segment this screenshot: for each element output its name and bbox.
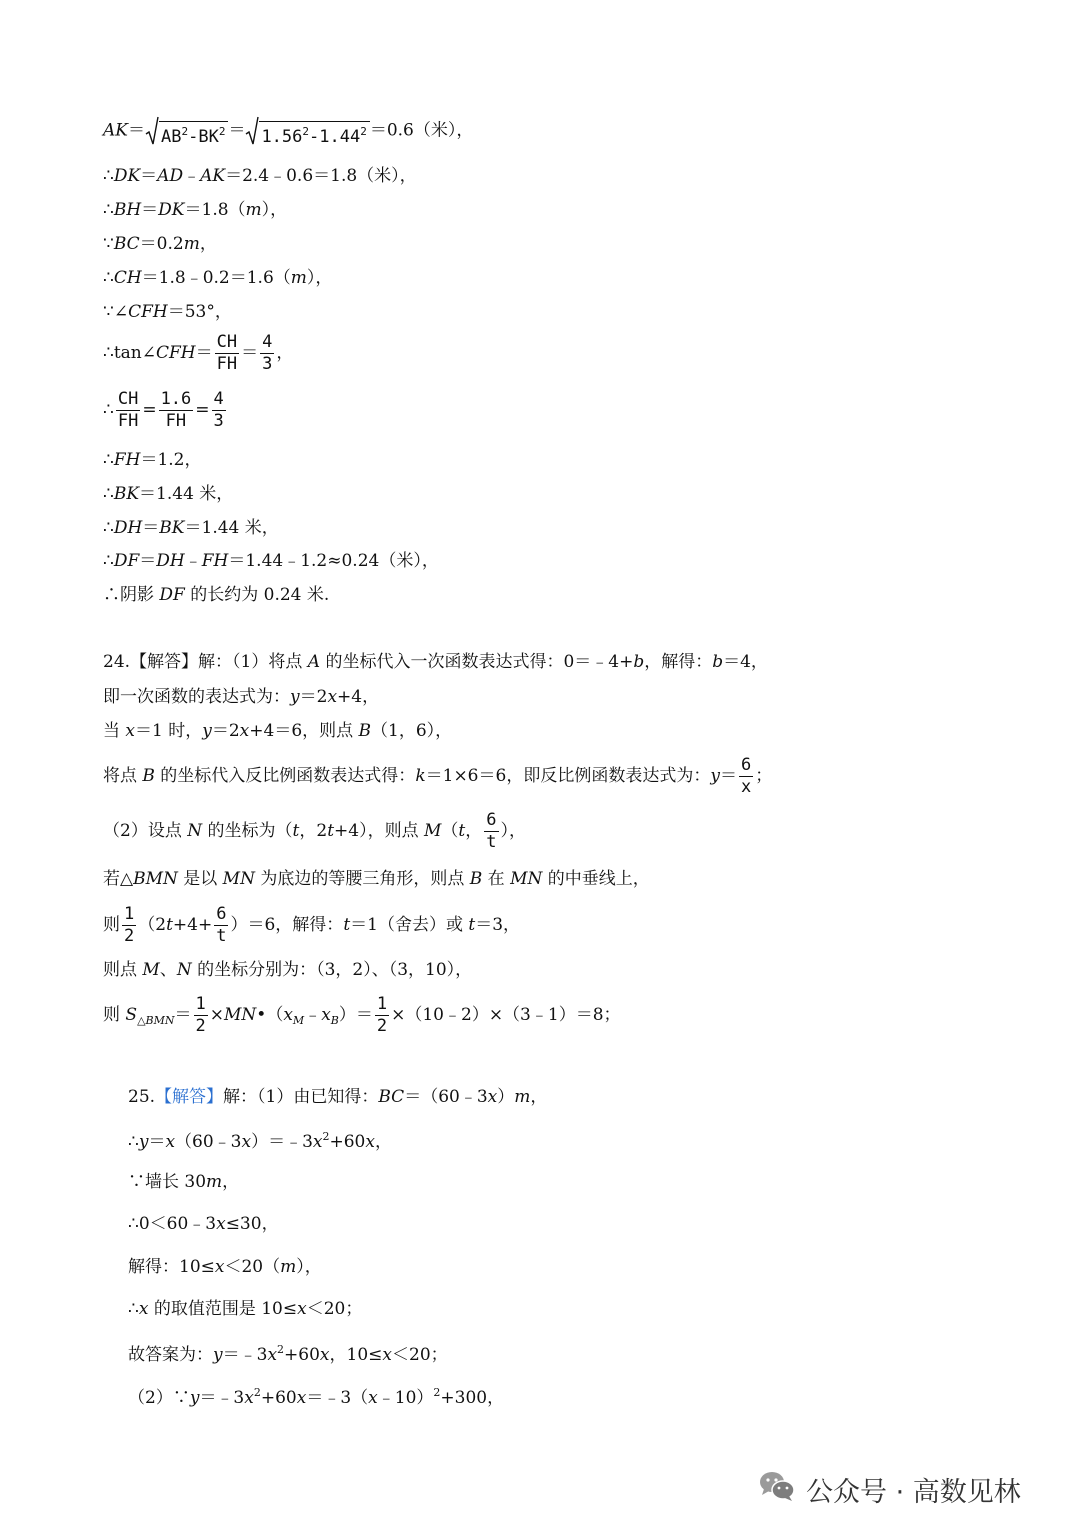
fraction-1.6-fh: $\frac{1.6}{FH}$ bbox=[160, 389, 192, 431]
eq-dk: ∴DK＝AD﹣AK＝2.4﹣0.6＝1.8（米）， bbox=[103, 166, 417, 186]
conclusion-df: ∴阴影 DF 的长约为 0.24 米. bbox=[103, 585, 330, 605]
q24-line2: 即一次函数的表达式为：y＝2x+4， bbox=[103, 687, 380, 707]
watermark bbox=[758, 1470, 1021, 1509]
q25-line7: 故答案为：$y=﹣3x^2+60x$，10≤x＜20； bbox=[128, 1343, 448, 1365]
eq-angle-cfh: ∵∠CFH＝53°， bbox=[103, 302, 232, 322]
q25-line1: 25.【解答】解：（1）由已知得：BC＝（60﹣3x）m， bbox=[128, 1087, 548, 1107]
eq-ak: AK＝ $AB^2-BK^2$ ＝ 1.56$^2$-1.44$^2$ ＝0.6（米）， bbox=[103, 116, 473, 146]
watermark-text: 公众号 · 高数见林 bbox=[806, 1477, 1021, 1508]
fraction-4-3-2: $\frac{4}{3}$ bbox=[213, 389, 224, 431]
eq-df: ∴DF＝DH﹣FH＝1.44﹣1.2≈0.24（米）， bbox=[103, 551, 439, 571]
q25-line5: 解得：10≤x＜20（m）， bbox=[128, 1257, 322, 1277]
q24-line5: （2）设点 N 的坐标为（t，2t+4），则点 M（t， $\frac{6}{t}$ ）， bbox=[103, 810, 527, 852]
fraction-ch-fh: $\frac{CH}{FH}$ bbox=[216, 332, 238, 374]
eq-bh: ∴BH＝DK＝1.8（m）， bbox=[103, 200, 288, 220]
fraction-6-t: $\frac{6}{t}$ bbox=[486, 810, 497, 852]
q24-line8: 则点 M、N 的坐标分别为：（3，2）、（3，10）， bbox=[103, 960, 473, 980]
eq-fh: ∴FH＝1.2， bbox=[103, 450, 202, 470]
q25-line2: $\therefore y=x(60﹣3x)=﹣3x^2+60x$， bbox=[128, 1130, 392, 1152]
eq-tan-cfh: ∴tan∠CFH＝ $\frac{CH}{FH}$ ＝ $\frac{4}{3}$ ， bbox=[103, 332, 294, 374]
q25-line3: ∵墙长 30m， bbox=[128, 1172, 240, 1192]
q24-line6: 若△BMN 是以 MN 为底边的等腰三角形，则点 B 在 MN 的中垂线上， bbox=[103, 869, 650, 889]
q24-line7: 则 $\frac{1}{2}$ （2t+4+ $\frac{6}{t}$ ）＝6，解得：t＝1（舍去）或 t＝3， bbox=[103, 904, 521, 946]
answer-tag: 【解答】 bbox=[155, 1087, 224, 1107]
fraction-4-3: $\frac{4}{3}$ bbox=[262, 332, 273, 374]
eq-bc: ∵BC＝0.2m， bbox=[103, 234, 217, 254]
q25-line8: $(2)\because y=﹣3x^2+60x=﹣3(x﹣10)^2+300$， bbox=[128, 1386, 505, 1408]
eq-dh: ∴DH＝BK＝1.44 米， bbox=[103, 518, 279, 538]
sqrt-ab-bk: $AB^2-BK^2$ bbox=[145, 116, 228, 146]
eq-ratio: ∴ $\frac{CH}{FH}$ = $\frac{1.6}{FH}$ = $\frac{4}{3}$ bbox=[103, 389, 224, 431]
fraction-ch-fh-2: $\frac{CH}{FH}$ bbox=[117, 389, 139, 431]
fraction-1-2-c: $\frac{1}{2}$ bbox=[376, 994, 388, 1036]
q25-line4: ∴0＜60﹣3x≤30， bbox=[128, 1214, 279, 1234]
q25-line6: ∴x 的取值范围是 10≤x＜20； bbox=[128, 1299, 363, 1319]
fraction-1-2: $\frac{1}{2}$ bbox=[124, 904, 135, 946]
eq-bk: ∴BK＝1.44 米， bbox=[103, 484, 234, 504]
q24-line1: 24.【解答】解：（1）将点 A 的坐标代入一次函数表达式得：0＝﹣4+b，解得：b＝4， bbox=[103, 652, 768, 672]
sqrt-values: 1.56$^2$-1.44$^2$ bbox=[245, 116, 369, 146]
fraction-6-t-2: $\frac{6}{t}$ bbox=[216, 904, 227, 946]
q24-line9: 则 $S_{\triangle BMN}=$ $\frac{1}{2}$ $\times MN•(x_M﹣x_B)=$ $\frac{1}{2}$ ×（10﹣2）×（3﹣1）＝8； bbox=[103, 994, 621, 1036]
fraction-6-x: $\frac{6}{x}$ bbox=[740, 755, 752, 797]
wechat-icon bbox=[758, 1470, 796, 1509]
q24-line4: 将点 B 的坐标代入反比例函数表达式得：k＝1×6＝6，即反比例函数表达式为：y＝ $\frac{6}{x}$ ； bbox=[103, 755, 773, 797]
eq-ch: ∴CH＝1.8﹣0.2＝1.6（m）， bbox=[103, 268, 333, 288]
fraction-1-2-b: $\frac{1}{2}$ bbox=[195, 994, 206, 1036]
q24-line3: 当 x＝1 时，y＝2x+4＝6，则点 B（1，6）， bbox=[103, 721, 453, 741]
